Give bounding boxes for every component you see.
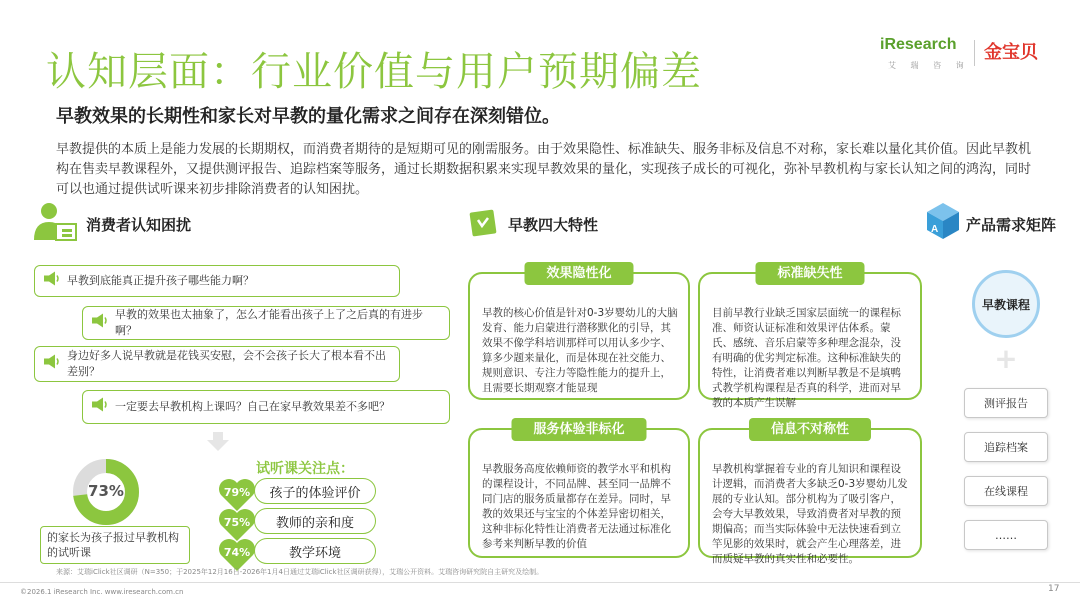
feature-title: 标准缺失性 xyxy=(755,262,864,285)
intro-paragraph: 早教提供的本质上是能力发展的长期期权，而消费者期待的是短期可见的刚需服务。由于效果隐性、标准缺失、服务非标及信息不对称，家长难以量化其价值。因此早教机构在售卖早教课程外，又提供测评报告、追踪档案等服务，通过长期数据积累来实现早教效果的量化，实现孩子成长的可视化，弥补早教机构与家长认知之间的鸿沟，同时可以也通过提供试听课来初步排除消费者的认知困扰。 xyxy=(56,142,1032,197)
matrix-item: 在线课程 xyxy=(964,476,1048,506)
four-features-heading: 早教四大特性 xyxy=(508,216,599,234)
trial-point-label: 教学环境 xyxy=(254,538,376,564)
question-bubble xyxy=(34,346,400,382)
feature-title: 信息不对称性 xyxy=(749,418,871,441)
demand-matrix-heading: 产品需求矩阵 xyxy=(966,216,1057,234)
donut-caption: 的家长为孩子报过早教机构的试听课 xyxy=(40,526,190,564)
question-bubble xyxy=(82,306,450,340)
question-bubble xyxy=(82,390,450,424)
speaker-icon xyxy=(91,312,109,335)
speaker-icon xyxy=(91,396,109,419)
page-number: 17 xyxy=(1048,584,1060,594)
feature-card xyxy=(698,422,922,565)
feature-card xyxy=(468,422,690,558)
speaker-icon xyxy=(43,270,61,293)
trial-point-label: 孩子的体验评价 xyxy=(254,478,376,504)
consumer-confusion-heading: 消费者认知困扰 xyxy=(86,216,192,234)
matrix-item: 测评报告 xyxy=(964,388,1048,418)
feature-body: 早教服务高度依赖师资的教学水平和机构的课程设计，不同品牌、甚至同一品牌不同门店的服务质量都存在差异。同时，早教的效果还与宝宝的个体差异密切相关，这种非标化特性让消费者无法通过标准化参考来判断早教的价值 xyxy=(482,463,671,550)
question-text: 一定要去早教机构上课吗？自己在家早教效果差不多吧？ xyxy=(115,400,390,413)
feature-body: 早教的核心价值是针对0-3岁婴幼儿的大脑发育、能力启蒙进行潜移默化的引导，其效果不像学科培训那样可以用认多少字、算多少题来量化，而是体现在社交能力、规则意识、专注力等隐性能力的提升上，且需要长期观察才能显现 xyxy=(482,307,678,394)
iresearch-logo-subtitle: 艾 瑞 咨 询 xyxy=(888,61,970,70)
question-text: 早教到底能真正提升孩子哪些能力啊？ xyxy=(67,274,254,287)
question-bubble xyxy=(34,265,400,297)
feature-body: 早教机构掌握着专业的育儿知识和课程设计逻辑，而消费者大多缺乏0-3岁婴幼儿发展的专业认知。部分机构为了吸引客户，会夸大早教效果，导致消费者对早教的预期偏高；而当实际体验中无法快速看到立竿见影的效果时，就会产生心理落差，进而质疑早教的真实性和必要性。 xyxy=(712,463,908,565)
trial-focus-title: 试听课关注点： xyxy=(256,461,354,477)
certificate-icon xyxy=(468,208,498,242)
logo-divider xyxy=(974,40,975,66)
question-text: 身边好多人说早教就是花钱买安慰，会不会孩子长大了根本看不出差别？ xyxy=(67,349,386,378)
heart-pct: 75% xyxy=(223,516,251,529)
cube-icon xyxy=(926,202,960,244)
iresearch-logo: iResearch xyxy=(880,36,957,53)
feature-body: 目前早教行业缺乏国家层面统一的课程标准、师资认证标准和效果评估体系。蒙氏、感统、音乐启蒙等多种理念混杂，没有明确的优劣判定标准。这种标准缺失的特性，让消费者难以判断早教是不是填鸭式教学机构课程是否真的科学，进而对早教的本质产生误解 xyxy=(712,307,901,409)
trial-point-label: 教师的亲和度 xyxy=(254,508,376,534)
user-card-icon xyxy=(34,202,76,244)
page-subtitle: 早教效果的长期性和家长对早教的量化需求之间存在深刻错位。 xyxy=(56,106,560,127)
feature-title: 服务体验非标化 xyxy=(511,418,646,441)
copyright: ©2026.1 iResearch Inc. www.iresearch.com.cn xyxy=(20,588,184,596)
feature-card xyxy=(698,266,922,409)
feature-title: 效果隐性化 xyxy=(524,262,633,285)
heart-pct: 74% xyxy=(223,546,251,559)
matrix-item: …… xyxy=(964,520,1048,550)
page-title: 认知层面：行业价值与用户预期偏差 xyxy=(46,49,702,95)
svg-text:A: A xyxy=(931,224,939,235)
matrix-item: 追踪档案 xyxy=(964,432,1048,462)
heart-pct: 79% xyxy=(223,486,251,499)
arrow-down-icon xyxy=(206,432,230,456)
question-text: 早教的效果也太抽象了，怎么才能看出孩子上了之后真的有进步啊？ xyxy=(115,308,423,337)
donut-value: 73% xyxy=(88,482,124,500)
core-product-circle: 早教课程 xyxy=(972,270,1040,338)
speaker-icon xyxy=(43,353,61,376)
feature-card xyxy=(468,266,690,400)
source-note: 来源：艾瑞iClick社区调研（N=350；于2025年12月16日-2026年1月4日通过艾瑞iClick社区调研获得），艾瑞公开资料。艾瑞咨询研究院自主研究及绘制。 xyxy=(56,568,544,576)
footer-divider xyxy=(0,582,1080,583)
jinbaobei-logo: 金宝贝 xyxy=(984,42,1038,63)
plus-icon: + xyxy=(994,342,1018,375)
